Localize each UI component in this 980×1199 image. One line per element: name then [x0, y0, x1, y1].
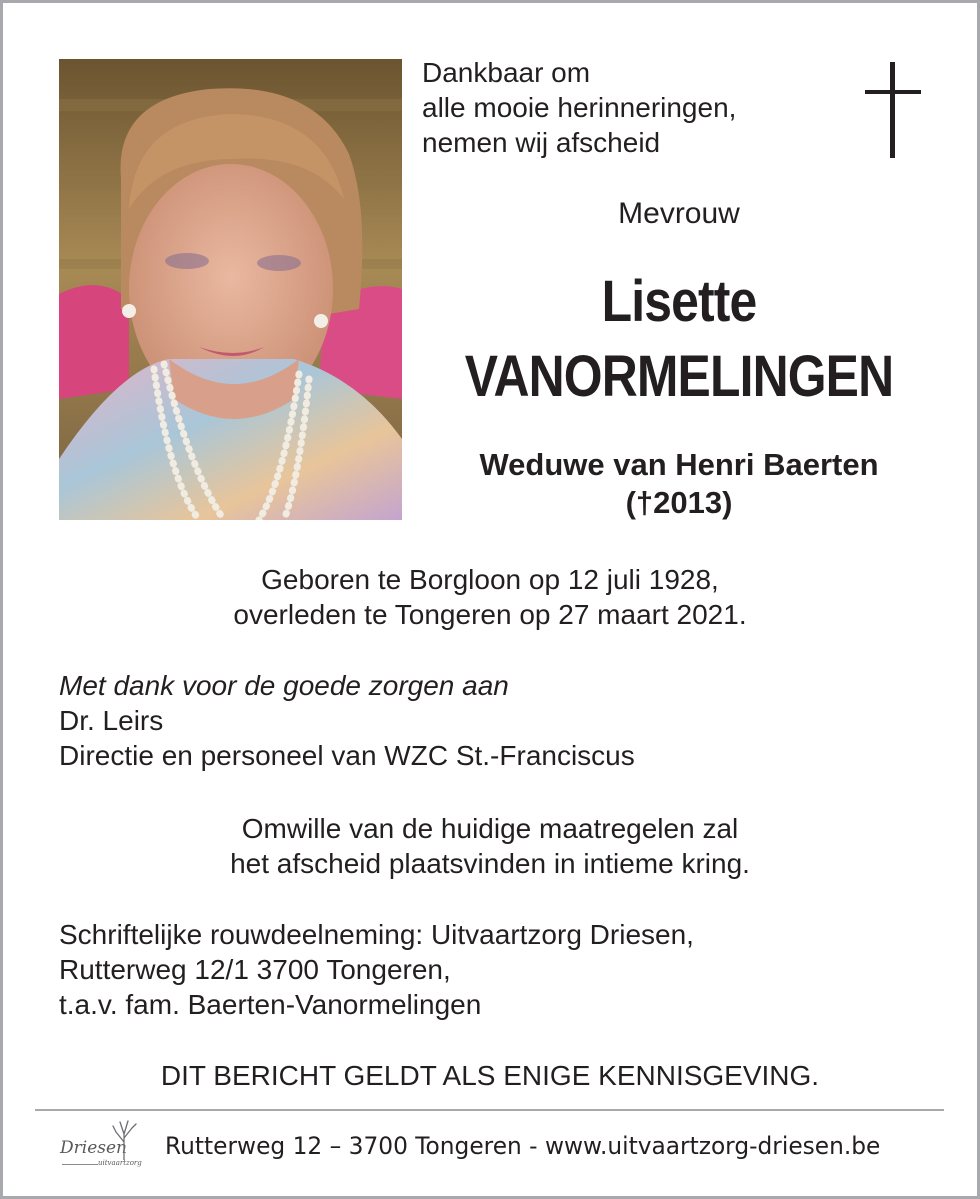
widow-line: Weduwe van Henri Baerten	[479, 447, 879, 482]
intro-line-1: Dankbaar om	[422, 57, 591, 88]
thanks-item: Directie en personeel van WZC St.-Franciscus	[59, 740, 635, 771]
portrait-photo	[59, 59, 402, 520]
measures-text	[0, 811, 980, 881]
last-name: VANORMELINGEN	[464, 344, 894, 409]
cross-icon	[865, 62, 921, 163]
intro-text	[422, 55, 736, 160]
condolence-line-1: Schriftelijke rouwdeelneming: Uitvaartzorg Driesen,	[59, 919, 694, 950]
footer-divider	[35, 1109, 944, 1111]
logo-name: Driesen	[60, 1138, 127, 1158]
intro-line-3: nemen wij afscheid	[422, 127, 661, 158]
thanks-section	[59, 668, 635, 773]
thanks-item: Dr. Leirs	[59, 705, 164, 736]
measures-line-1: Omwille van de huidige maatregelen zal	[241, 813, 739, 844]
measures-line-2: het afscheid plaatsvinden in intieme kring.	[230, 848, 750, 879]
condolence-address	[59, 917, 694, 1022]
intro-line-2: alle mooie herinneringen,	[422, 92, 737, 123]
condolence-line-2: Rutterweg 12/1 3700 Tongeren,	[59, 954, 451, 985]
thanks-heading: Met dank voor de goede zorgen aan	[59, 670, 509, 701]
logo-subtitle: uitvaartzorg	[98, 1159, 142, 1167]
widow-year: (†2013)	[625, 485, 733, 520]
birth-line: Geboren te Borgloon op 12 juli 1928,	[261, 564, 719, 595]
first-name: Lisette	[601, 269, 757, 334]
notice-text: DIT BERICHT GELDT ALS ENIGE KENNISGEVING.	[160, 1060, 820, 1091]
widow-info	[422, 446, 936, 522]
footer-address: Rutterweg 12 – 3700 Tongeren - www.uitvaartzorg-driesen.be	[165, 1132, 881, 1160]
tree-icon	[110, 1118, 138, 1160]
life-dates	[0, 562, 980, 632]
death-line: overleden te Tongeren op 27 maart 2021.	[233, 599, 747, 630]
title-prefix: Mevrouw	[618, 197, 740, 230]
company-logo	[60, 1118, 142, 1174]
condolence-line-3: t.a.v. fam. Baerten-Vanormelingen	[59, 989, 482, 1020]
logo-underline	[62, 1164, 98, 1165]
